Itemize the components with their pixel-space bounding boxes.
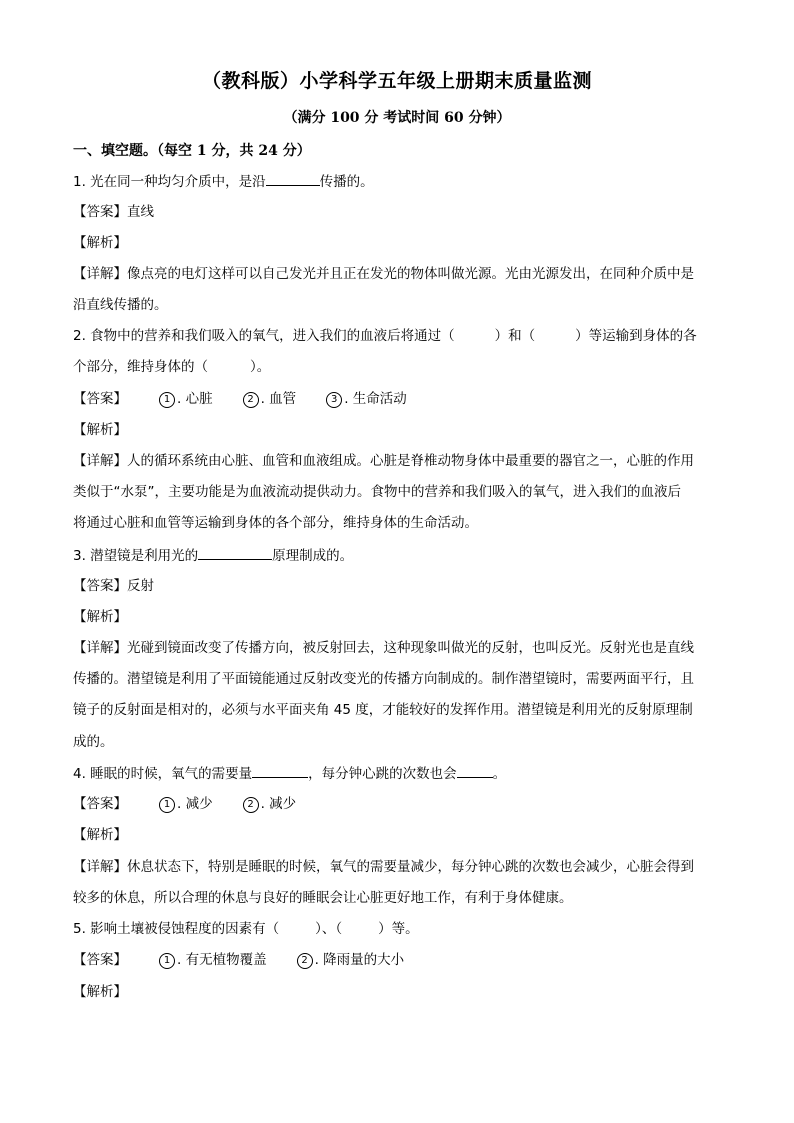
document-subtitle: （满分 100 分 考试时间 60 分钟）	[283, 110, 511, 126]
question-1-detail	[73, 264, 733, 284]
answer-text: . 有无植物覆盖	[177, 952, 267, 968]
answer-tag: 【答案】	[73, 796, 127, 812]
question-5-stem	[73, 919, 733, 939]
detail-text: 传播的。潜望镜是利用了平面镜能通过反射改变光的传播方向制成的。制作潜望镜时，需要两面平行，且	[73, 671, 694, 687]
detail-tag: 【详解】	[73, 859, 127, 875]
answer-tag: 【答案】	[73, 204, 127, 220]
question-1-stem-text: 1. 光在同一种均匀介质中，是沿	[73, 174, 266, 190]
question-2-detail-cont	[73, 482, 733, 502]
question-2-detail	[73, 451, 733, 471]
analysis-tag: 【解析】	[73, 984, 127, 1000]
question-4-stem-text: 4. 睡眠的时候，氧气的需要量	[73, 766, 253, 782]
answer-text: 直线	[127, 204, 154, 220]
analysis-tag: 【解析】	[73, 827, 127, 843]
question-2-answer	[73, 389, 733, 409]
analysis-tag: 【解析】	[73, 609, 127, 625]
question-3-detail-cont	[73, 669, 733, 689]
question-3-stem	[73, 545, 733, 566]
answer-blank	[266, 171, 320, 186]
question-3-stem-text: 3. 潜望镜是利用光的	[73, 548, 199, 564]
question-4-detail	[73, 857, 733, 877]
detail-text: 较多的休息，所以合理的休息与良好的睡眠会让心脏更好地工作，有利于身体健康。	[73, 890, 573, 906]
answer-tag: 【答案】	[73, 952, 127, 968]
question-2-stem-text: ）等运输到身体的各	[575, 328, 697, 344]
answer-blank	[252, 763, 308, 778]
detail-text: 类似于“水泵”，主要功能是为血液流动提供动力。食物中的营养和我们吸入的氧气，进入我们的血液后	[73, 484, 681, 500]
question-4-detail-cont	[73, 888, 733, 908]
answer-blank	[198, 545, 272, 560]
detail-tag: 【详解】	[73, 640, 127, 656]
detail-text: 将通过心脏和血管等运输到身体的各个部分，维持身体的生命活动。	[73, 515, 478, 531]
answer-text: 反射	[127, 578, 154, 594]
detail-tag: 【详解】	[73, 266, 127, 282]
circled-number: 3	[326, 392, 342, 408]
answer-blank	[457, 763, 493, 778]
answer-text: . 降雨量的大小	[314, 952, 405, 968]
question-5-stem-text: ）、（	[315, 921, 343, 937]
question-4-stem-text: ，每分钟心跳的次数也会	[308, 766, 457, 782]
question-3-answer	[73, 576, 733, 596]
question-3-detail-cont	[73, 732, 733, 752]
question-5-analysis	[73, 982, 733, 1002]
question-5-stem-text: ）等。	[378, 921, 419, 937]
circled-number: 1	[159, 797, 175, 813]
question-1-stem-text: 传播的。	[319, 174, 374, 190]
question-1-analysis	[73, 233, 733, 253]
question-2-stem-cont	[73, 357, 733, 377]
detail-text: 镜子的反射面是相对的，必须与水平面夹角 45 度，才能较好的发挥作用。潜望镜是利用光的反射原理制	[73, 702, 693, 718]
question-2-stem-text: 个部分，维持身体的（	[73, 359, 208, 375]
question-4-answer	[73, 794, 733, 814]
question-2-stem-text: ）。	[250, 359, 271, 375]
question-1-stem	[73, 171, 733, 192]
detail-text: 人的循环系统由心脏、血管和血液组成。心脏是脊椎动物身体中最重要的器官之一，心脏的作用	[127, 453, 694, 469]
circled-number: 2	[243, 797, 259, 813]
question-1-answer	[73, 202, 733, 222]
question-2-stem	[73, 326, 733, 346]
question-3-analysis	[73, 607, 733, 627]
document-title: （教科版）小学科学五年级上册期末质量监测	[201, 70, 592, 92]
question-2-stem-text: ）和（	[494, 328, 536, 344]
answer-text: . 心脏	[177, 391, 213, 407]
detail-text: 像点亮的电灯这样可以自己发光并且正在发光的物体叫做光源。光由光源发出，在同种介质中是	[127, 266, 694, 282]
answer-text: . 减少	[177, 796, 213, 812]
question-2-detail-cont	[73, 513, 733, 533]
circled-number: 2	[297, 953, 313, 969]
detail-text: 沿直线传播的。	[73, 297, 168, 313]
answer-text: . 生命活动	[344, 391, 407, 407]
question-2-analysis	[73, 420, 733, 440]
circled-number: 1	[159, 953, 175, 969]
section-heading: 一、填空题。（每空 1 分，共 24 分）	[73, 143, 311, 159]
analysis-tag: 【解析】	[73, 422, 127, 438]
analysis-tag: 【解析】	[73, 235, 127, 251]
question-5-stem-text: 5. 影响土壤被侵蚀程度的因素有（	[73, 921, 280, 937]
detail-text: 休息状态下，特别是睡眠的时候，氧气的需要量减少，每分钟心跳的次数也会减少，心脏会得到	[127, 859, 694, 875]
answer-tag: 【答案】	[73, 578, 127, 594]
circled-number: 1	[159, 392, 175, 408]
answer-tag: 【答案】	[73, 391, 127, 407]
question-5-answer	[73, 950, 733, 970]
detail-text: 成的。	[73, 734, 114, 750]
question-3-detail-cont	[73, 700, 733, 720]
circled-number: 2	[243, 392, 259, 408]
answer-text: . 血管	[260, 391, 297, 407]
detail-text: 光碰到镜面改变了传播方向，被反射回去，这种现象叫做光的反射，也叫反光。反射光也是直线	[127, 640, 694, 656]
question-3-detail	[73, 638, 733, 658]
answer-text: . 减少	[260, 796, 297, 812]
question-4-stem-text: 。	[492, 766, 507, 782]
question-4-stem	[73, 763, 733, 784]
question-1-detail-cont	[73, 295, 733, 315]
question-3-stem-text: 原理制成的。	[272, 548, 354, 564]
question-2-stem-text: 2. 食物中的营养和我们吸入的氧气，进入我们的血液后将通过（	[73, 328, 455, 344]
question-4-analysis	[73, 825, 733, 845]
detail-tag: 【详解】	[73, 453, 127, 469]
